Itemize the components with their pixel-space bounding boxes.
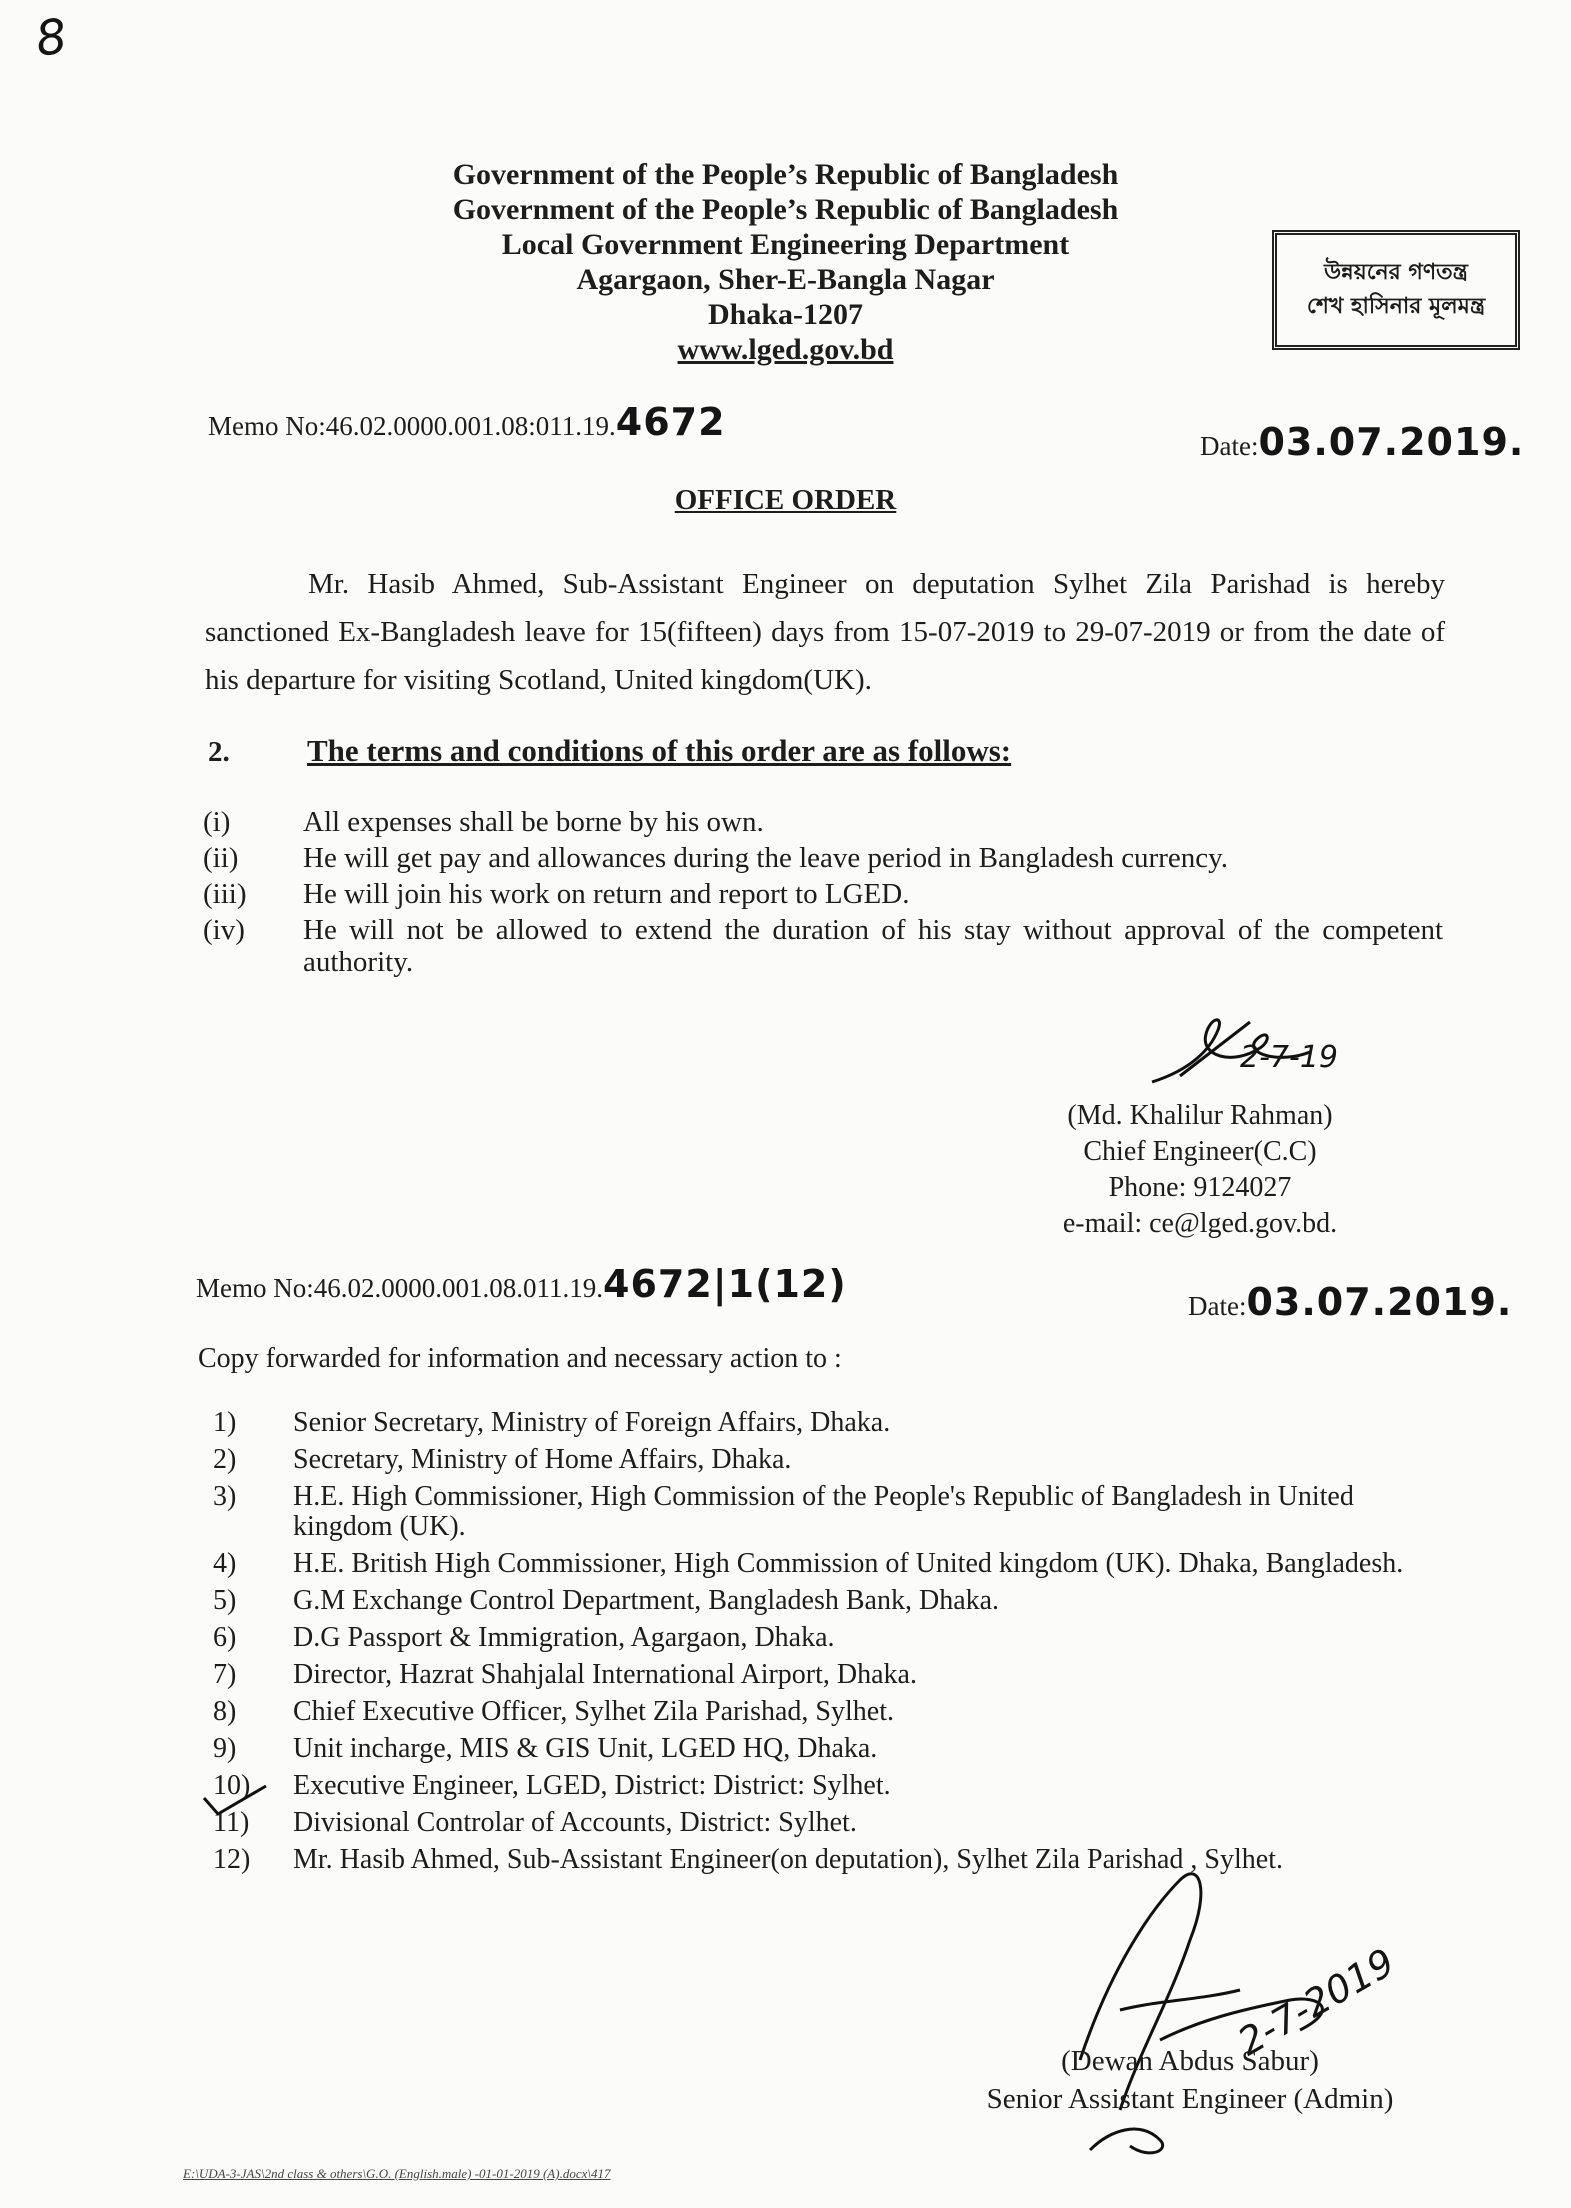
signatory-phone: Phone: 9124027 <box>1108 1172 1292 1203</box>
handwritten-memo-date-2: 03.07.2019. <box>1246 1280 1513 1324</box>
terms-section-number: 2. <box>208 736 230 768</box>
slogan-box <box>1272 230 1520 350</box>
list-item-text: Secretary, Ministry of Home Affairs, Dhaka. <box>293 1444 792 1475</box>
slogan-line-2: শেখ হাসিনার মূলমন্ত্র <box>1306 294 1486 319</box>
handwritten-memo-number-2: 4672|1(12) <box>603 1262 847 1306</box>
memo-date-line-2 <box>1188 1280 1512 1324</box>
memo-number-line <box>208 400 726 444</box>
office-order-body: Mr. Hasib Ahmed, Sub-Assistant Engineer on deputation Sylhet Zila Parishad is hereby sanctioned Ex-Bangladesh leave for 15(fifteen) days from 15-07-2019 to 29-07-2019 or from the date of his departure for visiting Scotland, United kingdom(UK). <box>205 568 1445 696</box>
signatory-name-2: (Dewan Abdus Sabur) <box>1061 2045 1319 2077</box>
office-order-title: OFFICE ORDER <box>674 484 897 516</box>
signatory-block-2 <box>930 2042 1450 2118</box>
memo-number-line-2 <box>196 1262 847 1306</box>
list-item <box>213 1408 1445 1438</box>
handwritten-page-mark: 8 <box>32 8 71 68</box>
list-item-text: Executive Engineer, LGED, District: District: Sylhet. <box>293 1770 891 1801</box>
list-item <box>213 1771 1445 1801</box>
list-item-number: 7) <box>213 1659 237 1690</box>
list-item-number: 12) <box>213 1844 251 1875</box>
footer-file-path: E:\UDA-3-JAS\2nd class & others\G.O. (English.male) -01-01-2019 (A).docx\417 <box>183 2166 611 2181</box>
list-item-number: (ii) <box>203 842 239 874</box>
list-item-number: (i) <box>203 806 231 838</box>
email-label: e-mail: <box>1062 1208 1150 1239</box>
copy-forward-intro: Copy forwarded for information and necessary action to : <box>198 1343 842 1374</box>
header-line-5: Dhaka-1207 <box>707 298 864 331</box>
list-item-number: 6) <box>213 1622 237 1653</box>
header-line-1: Government of the People’s Republic of Bangladesh <box>452 158 1119 191</box>
list-item <box>213 1586 1445 1616</box>
header-line-2: Government of the People’s Republic of Bangladesh <box>452 193 1119 226</box>
list-item-number: 8) <box>213 1696 237 1727</box>
list-item-number: (iv) <box>203 914 245 946</box>
list-item <box>203 878 1443 910</box>
list-item <box>213 1445 1445 1475</box>
signatory-block-1 <box>1000 1098 1400 1242</box>
memo-date-label: Date: <box>1200 431 1259 461</box>
handwritten-memo-number: 4672 <box>615 400 726 444</box>
handwritten-signature-date-2: 2-7-2019 <box>1230 1939 1402 2065</box>
list-item-text: Chief Executive Officer, Sylhet Zila Parishad, Sylhet. <box>293 1696 894 1727</box>
slogan-line-1: উন্নয়নের গণতন্ত্র <box>1324 260 1468 285</box>
website-link[interactable]: www.lged.gov.bd <box>677 333 894 366</box>
email-end: . <box>1330 1208 1338 1239</box>
list-item <box>213 1549 1445 1579</box>
list-item-text: Director, Hazrat Shahjalal International Airport, Dhaka. <box>293 1659 917 1690</box>
list-item-text: Mr. Hasib Ahmed, Sub-Assistant Engineer(on deputation), Sylhet Zila Parishad , Sylhet. <box>293 1844 1283 1875</box>
memo-prefix: Memo No:46.02.0000.001.08:011.19. <box>208 411 616 441</box>
list-item-text: H.E. British High Commissioner, High Commission of United kingdom (UK). Dhaka, Bangladesh. <box>293 1548 1404 1579</box>
handwritten-memo-date: 03.07.2019. <box>1258 420 1525 464</box>
signatory-designation: Chief Engineer(C.C) <box>1083 1136 1317 1167</box>
list-item <box>213 1482 1445 1542</box>
signatory-designation-2: Senior Assistant Engineer (Admin) <box>986 2083 1394 2115</box>
list-item-number: 5) <box>213 1585 237 1616</box>
list-item-text: All expenses shall be borne by his own. <box>303 806 764 838</box>
list-item-number: 1) <box>213 1407 237 1438</box>
list-item-text: He will join his work on return and report to LGED. <box>303 878 910 910</box>
list-item-text: G.M Exchange Control Department, Bangladesh Bank, Dhaka. <box>293 1585 1000 1616</box>
memo-date-label-2: Date: <box>1188 1291 1247 1321</box>
list-item-text: Unit incharge, MIS & GIS Unit, LGED HQ, Dhaka. <box>293 1733 878 1764</box>
list-item <box>213 1623 1445 1653</box>
list-item-number: 4) <box>213 1548 237 1579</box>
list-item <box>203 842 1443 874</box>
terms-list <box>203 806 1443 982</box>
list-item <box>213 1734 1445 1764</box>
list-item-number: 11) <box>213 1807 250 1838</box>
list-item-number: 10) <box>213 1770 251 1801</box>
list-item <box>203 806 1443 838</box>
list-item-text: He will not be allowed to extend the duration of his stay without approval of the competent authority. <box>303 914 1443 978</box>
list-item-number: 9) <box>213 1733 237 1764</box>
list-item-number: 3) <box>213 1481 237 1512</box>
memo-date-line <box>1200 420 1524 464</box>
list-item-text: Divisional Controlar of Accounts, District: Sylhet. <box>293 1807 857 1838</box>
list-item-text: He will get pay and allowances during the leave period in Bangladesh currency. <box>303 842 1228 874</box>
list-item-text: Senior Secretary, Ministry of Foreign Affairs, Dhaka. <box>293 1407 891 1438</box>
list-item <box>203 914 1443 978</box>
signatory-name: (Md. Khalilur Rahman) <box>1067 1100 1333 1131</box>
list-item-text: D.G Passport & Immigration, Agargaon, Dhaka. <box>293 1622 835 1653</box>
list-item <box>213 1697 1445 1727</box>
list-item <box>213 1808 1445 1838</box>
terms-heading: The terms and conditions of this order are as follows: <box>307 733 1012 768</box>
recipient-list <box>213 1408 1445 1882</box>
checkmark-icon <box>200 1780 270 1820</box>
list-item <box>213 1660 1445 1690</box>
header-line-3: Local Government Engineering Department <box>501 228 1070 261</box>
handwritten-signature-date-1: 2-7-19 <box>1240 1040 1338 1075</box>
list-item-number: (iii) <box>203 878 247 910</box>
memo-prefix-2: Memo No:46.02.0000.001.08.011.19. <box>196 1273 603 1303</box>
list-item-number: 2) <box>213 1444 237 1475</box>
header-line-4: Agargaon, Sher-E-Bangla Nagar <box>576 263 995 296</box>
email-link[interactable]: ce@lged.gov.bd <box>1149 1208 1331 1239</box>
list-item-text: H.E. High Commissioner, High Commission of the People's Republic of Bangladesh in United kingdom (UK). <box>293 1481 1354 1542</box>
